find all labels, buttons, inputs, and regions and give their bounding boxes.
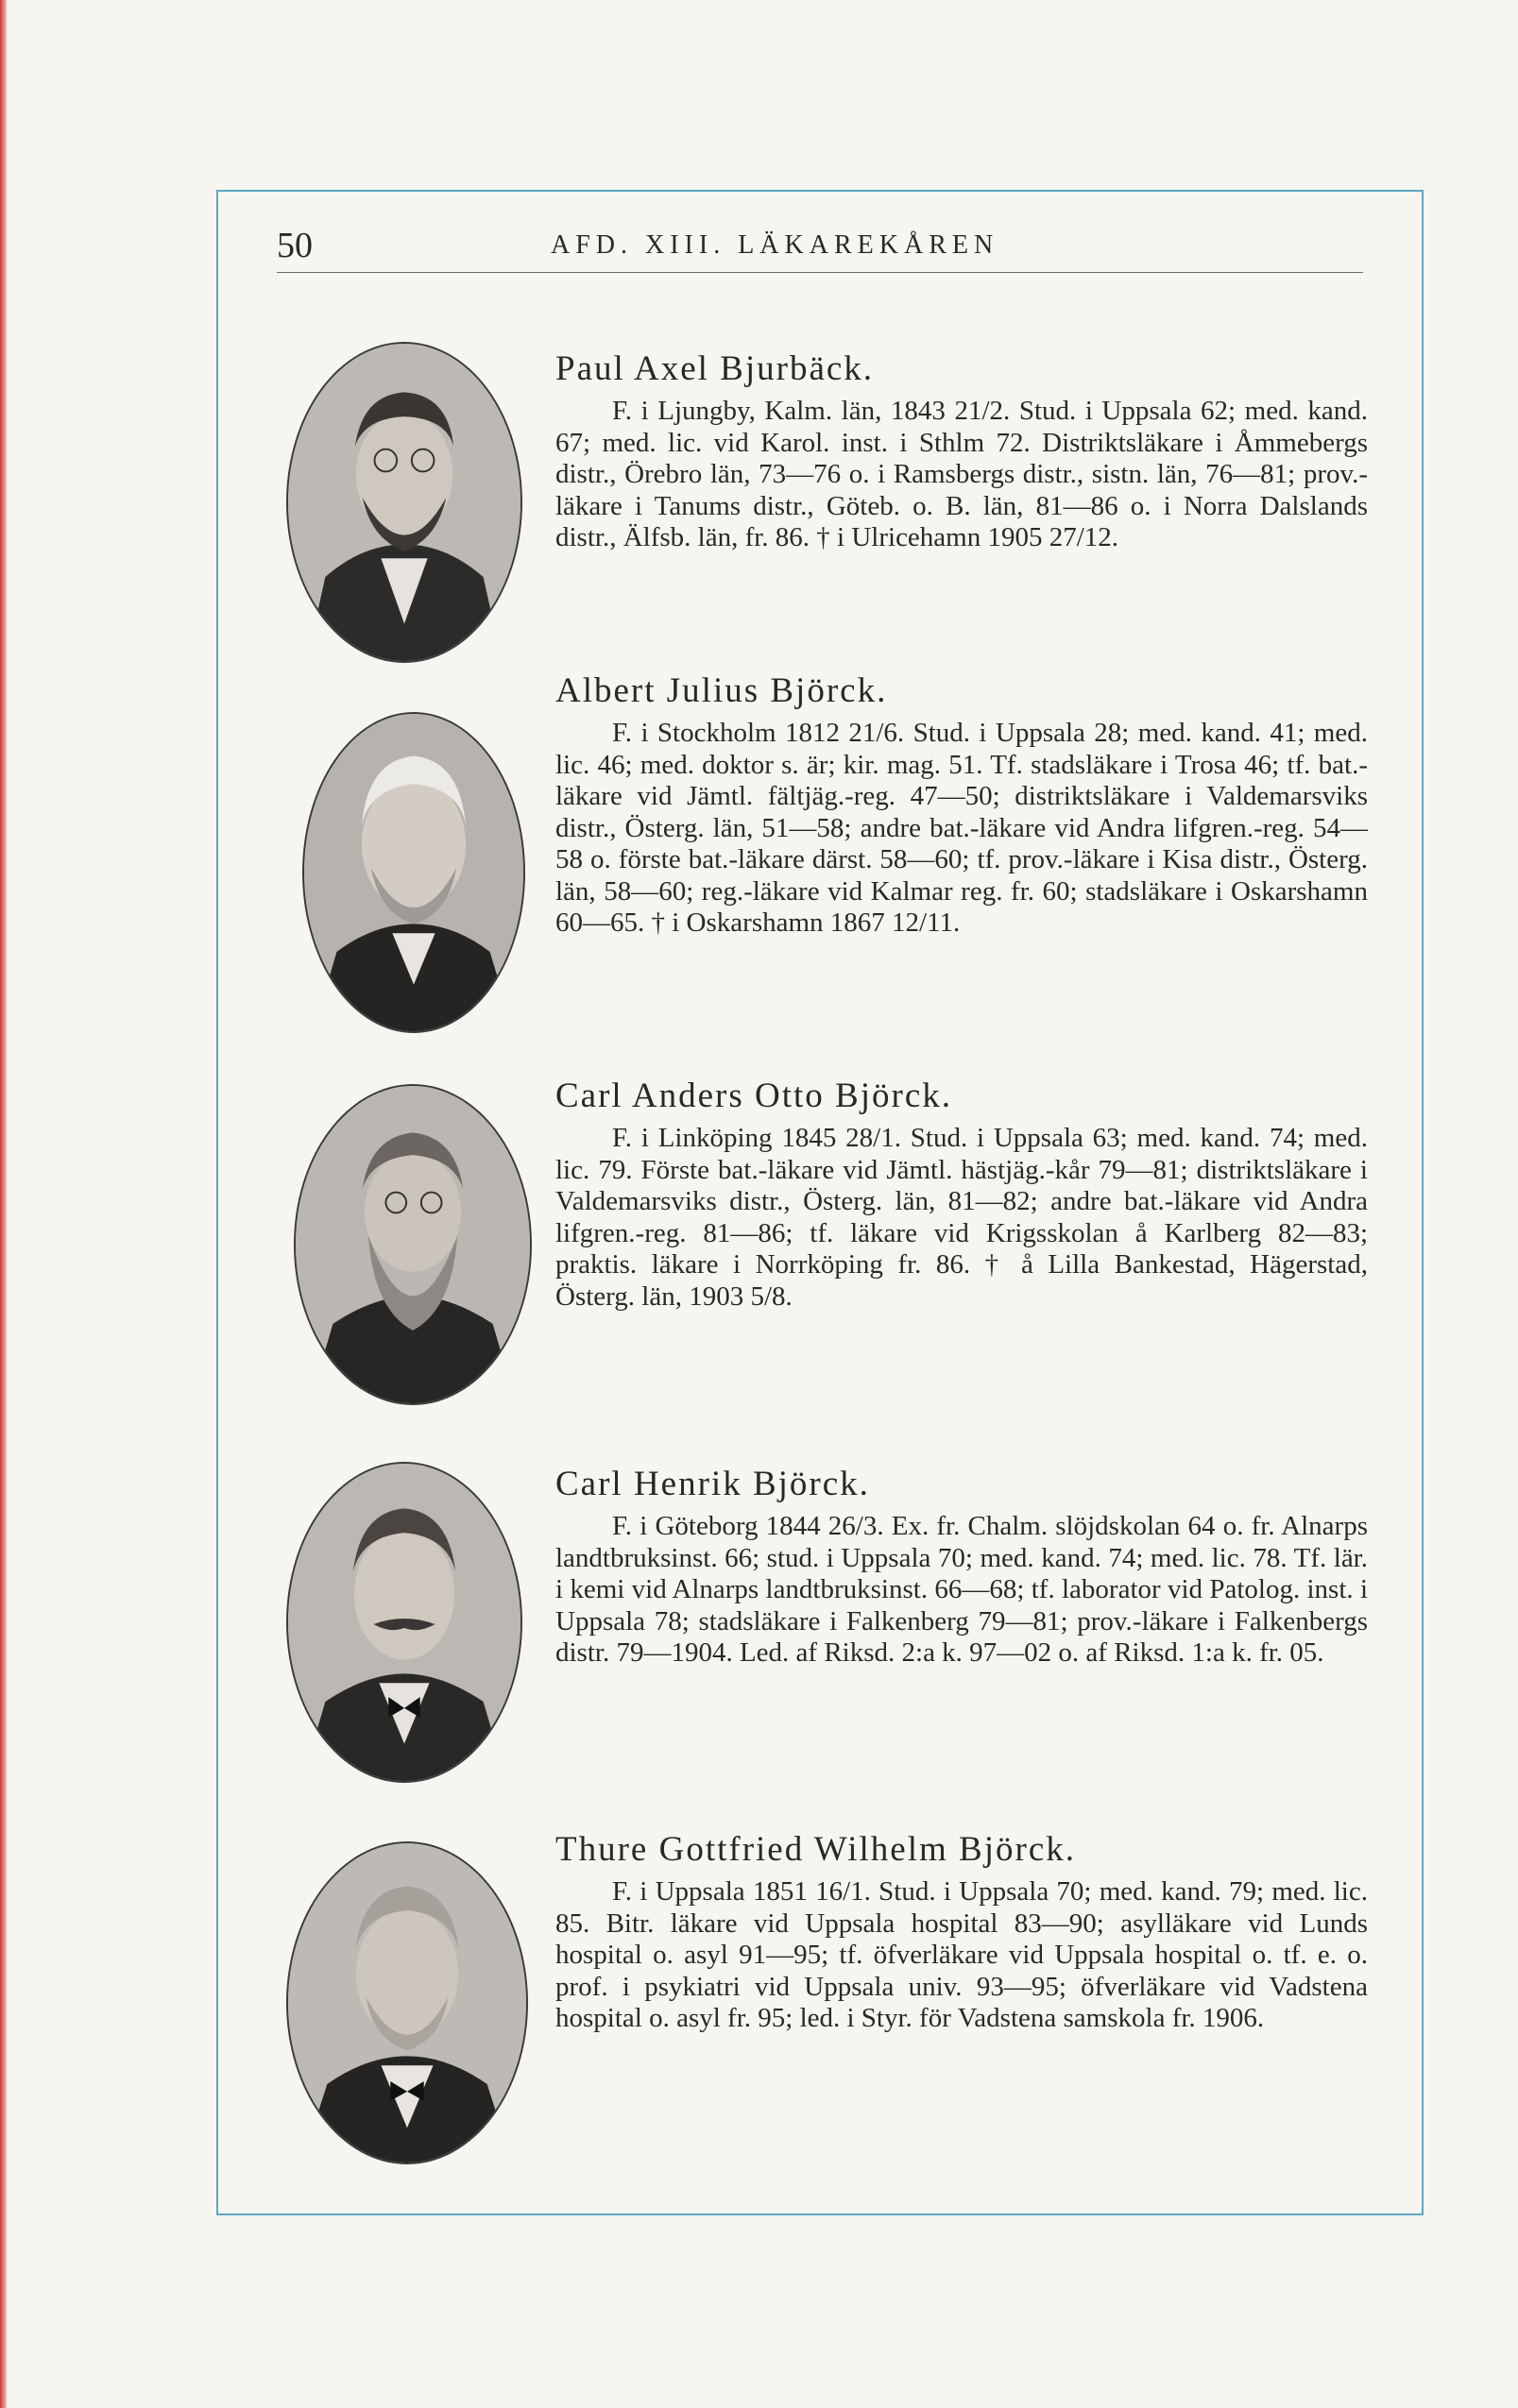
portrait-thure-bjorck [286, 1841, 528, 2164]
entry-name: Carl Henrik Björck. [555, 1465, 870, 1503]
page-number: 50 [277, 226, 313, 265]
entry-name: Paul Axel Bjurbäck. [555, 349, 875, 388]
entry-carl-anders-bjorck [555, 1074, 1368, 1313]
entry-bio: F. i Uppsala 1851 16/1. Stud. i Uppsala 70; med. kand. 79; med. lic. 85. Bitr. läkare vid Uppsala hospital 83—90; asylläkare vid Lunds hospital o. asyl 91—95; tf. öfverläkare vid Uppsala hospital o. tf. e. o. prof. i psykiatri vid Uppsala univ. 93—95; öfverläkare vid Vadstena hospital o. asyl fr. 95; led. i Styr. för Vadstena samskola fr. 1906. [555, 1876, 1368, 2033]
entry-name: Thure Gottfried Wilhelm Björck. [555, 1830, 1076, 1869]
entry-bio: F. i Ljungby, Kalm. län, 1843 21/2. Stud. i Uppsala 62; med. kand. 67; med. lic. vid Karol. inst. i Sthlm 72. Distriktsläkare i Åmmebergs distr., Örebro län, 73—76 o. i Ramsbergs distr., sistn. län, 76—81; prov.-läkare i Tanums distr., Göteb. o. B. län, 81—86 o. i Norra Dalslands distr., Älfsb. län, fr. 86. † i Ulricehamn 1905 27/12. [555, 396, 1368, 552]
entry-bio: F. i Stockholm 1812 21/6. Stud. i Uppsala 28; med. kand. 41; med. lic. 46; med. doktor s. är; kir. mag. 51. Tf. stadsläkare i Trosa 46; tf. bat.-läkare vid Jämtl. fältjäg.-reg. 47—50; distriktsläkare i Valdemarsviks distr., Österg. län, 51—58; andre bat.-läkare vid Andra lifgren.-reg. 54—58 o. förste bat.-läkare därst. 58—60; tf. prov.-läkare i Kisa distr., Österg. län, 58—60; reg.-läkare vid Kalmar reg. fr. 60; stadsläkare i Oskarshamn 60—65. † i Oskarshamn 1867 12/11. [555, 718, 1368, 938]
running-head: AFD. XIII. LÄKAREKÅREN [551, 230, 999, 260]
entry-carl-henrik-bjorck [555, 1462, 1368, 1670]
entry-name: Albert Julius Björck. [555, 671, 888, 710]
entry-bio: F. i Linköping 1845 28/1. Stud. i Uppsala 63; med. kand. 74; med. lic. 79. Förste bat.-läkare vid Jämtl. hästjäg.-kår 79—81; distriktsläkare i Valdemarsviks distr., Österg. län, 81—82; andre bat.-läkare vid Andra lifgren.-reg. 81—86; tf. läkare vid Krigsskolan å Karlberg 82—83; praktis. läkare i Norrköping fr. 86. † å Lilla Bankestad, Hägerstad, Österg. län, 1903 5/8. [555, 1123, 1368, 1312]
page-header [277, 219, 1363, 273]
entry-thure-bjorck [555, 1827, 1368, 2035]
page-edge [0, 0, 8, 2408]
portrait-bjurback [286, 342, 522, 663]
entry-bjurback [555, 347, 1368, 554]
entry-bio: F. i Göteborg 1844 26/3. Ex. fr. Chalm. slöjdskolan 64 o. fr. Alnarps landtbruksinst. 66; stud. i Uppsala 70; med. kand. 74; med. lic. 78. Tf. lär. i kemi vid Alnarps landtbruksinst. 66—68; tf. laborator vid Patolog. inst. i Uppsala 78; stadsläkare i Falkenberg 79—81; prov.-läkare i Falkenbergs distr. 79—1904. Led. af Riksd. 2:a k. 97—02 o. af Riksd. 1:a k. fr. 05. [555, 1511, 1368, 1668]
portrait-albert-bjorck [302, 712, 525, 1033]
portrait-carl-henrik-bjorck [286, 1462, 522, 1783]
entry-albert-bjorck [555, 669, 1368, 940]
portrait-carl-anders-bjorck [294, 1084, 532, 1405]
entry-name: Carl Anders Otto Björck. [555, 1077, 953, 1115]
